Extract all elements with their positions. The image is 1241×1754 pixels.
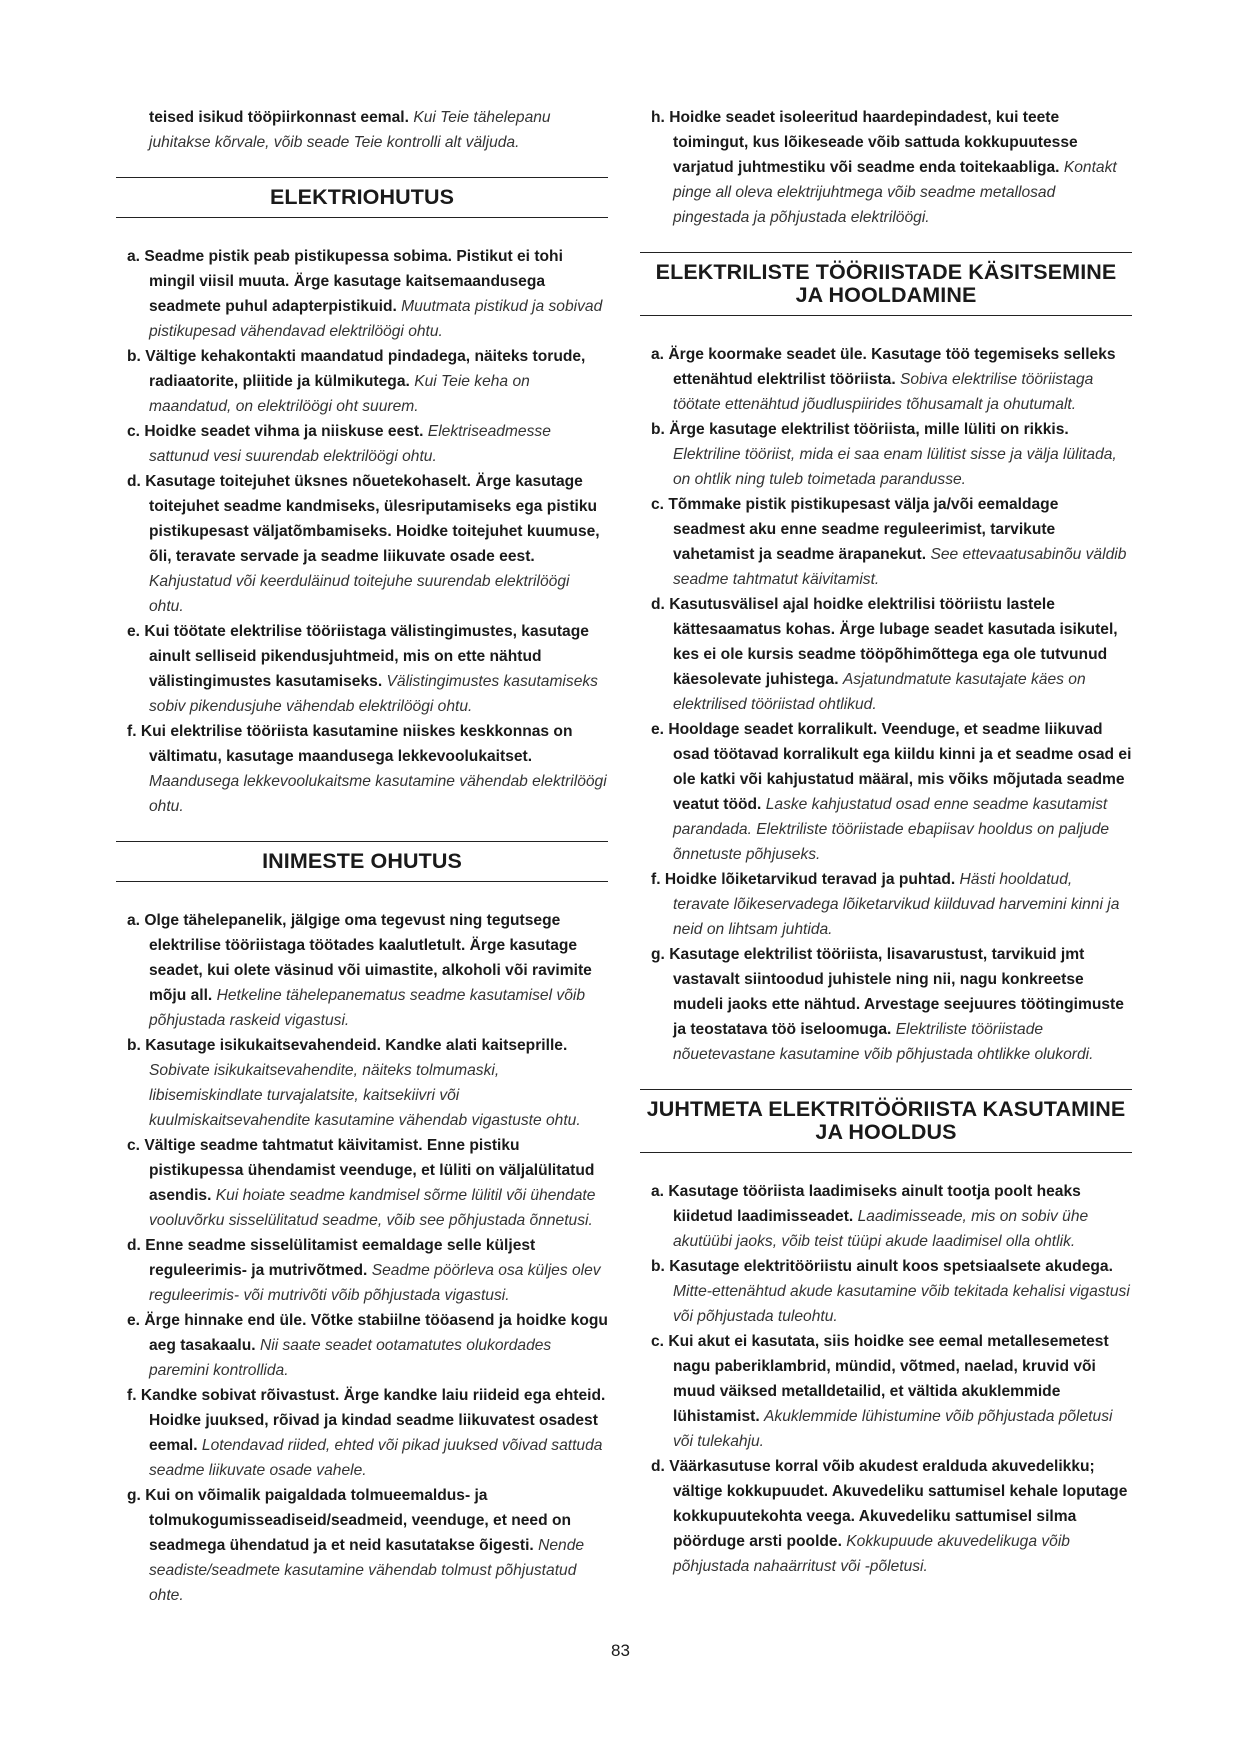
item-bold: Kasutage tööriista laadimiseks ainult tootja poolt heaks kiidetud laadimisseadet.: [668, 1183, 1081, 1225]
item-italic: Kui hoiate seadme kandmisel sõrme lülitil või ühendate vooluvõrku sisselülitatud seadme, võib see põhjustada õnnetusi.: [149, 1187, 596, 1229]
list-item: [640, 417, 1132, 492]
list-item: [640, 492, 1132, 592]
list-item: [640, 592, 1132, 717]
list-toeriistade-kasitsemine: [640, 342, 1132, 1067]
list-item: [640, 1254, 1132, 1329]
item-italic: Välistingimustes kasutamiseks sobiv pikendusjuhe vähendab elektrilöögi ohtu.: [149, 673, 598, 715]
item-bold: Kasutage elektrilist tööriista, lisavarustust, tarvikuid jmt vastavalt siintoodud juhistele ning nii, nagu konkreetse mudeli jaoks ette nähtud. Arvestage seejuures töötingimuste ja teostatava töö iseloomuga.: [669, 946, 1124, 1038]
item-letter: h.: [651, 109, 665, 126]
item-italic: Kui Teie keha on maandatud, on elektrilöögi oht suurem.: [149, 373, 530, 415]
item-bold: Ärge koormake seadet üle. Kasutage töö tegemiseks selleks ettenähtud elektrilist tööriista.: [668, 346, 1116, 388]
item-italic: Seadme pöörleva osa küljes olev reguleerimis- või mutrivõti võib põhjustada vigastusi.: [149, 1262, 601, 1304]
item-letter: b.: [651, 1258, 665, 1275]
item-italic: Maandusega lekkevoolukaitsme kasutamine vähendab elektrilöögi ohtu.: [149, 773, 607, 815]
item-letter: d.: [127, 473, 141, 490]
list-item: [116, 1233, 608, 1308]
list-item: [116, 1133, 608, 1233]
item-italic: Akuklemmide lühistumine võib põhjustada põletusi või tulekahju.: [673, 1408, 1113, 1450]
list-item: [116, 908, 608, 1033]
list-item: [116, 1383, 608, 1483]
item-italic: Elektriliste tööriistade nõuetevastane kasutamine võib põhjustada ohtlikke olukordi.: [673, 1021, 1094, 1063]
item-bold: Kui on võimalik paigaldada tolmueemaldus- ja tolmukogumisseadiseid/seadmeid, veenduge, et need on seadmega ühendatud ja et neid kasutatakse õigesti.: [145, 1487, 572, 1554]
list-inimeste-ohutus: [116, 908, 608, 1608]
item-bold: Hoidke seadet vihma ja niiskuse eest.: [144, 423, 424, 440]
item-bold: Kasutage isikukaitsevahendeid. Kandke alati kaitseprille.: [145, 1037, 568, 1054]
list-item: [640, 867, 1132, 942]
item-italic: Elektriline tööriist, mida ei saa enam lülitist sisse ja välja lülitada, on ohtlik ning tuleb toimetada parandusse.: [673, 446, 1117, 488]
item-bold: Kui töötate elektrilise tööriistaga välistingimustes, kasutage ainult selliseid pikendusjuhtmeid, mis on ette nähtud välistingimustes kasutamiseks.: [144, 623, 589, 690]
list-item: [640, 342, 1132, 417]
page-number: 83: [611, 1641, 630, 1660]
list-item: [116, 469, 608, 619]
item-italic: Nii saate seadet ootamatutes olukordades paremini kontrollida.: [149, 1337, 552, 1379]
list-item: [640, 942, 1132, 1067]
item-italic: See ettevaatusabinõu väldib seadme tahtmatut käivitamist.: [673, 546, 1127, 588]
item-letter: f.: [651, 871, 661, 888]
list-juhtmeta-toeriist: [640, 1179, 1132, 1579]
list-item: [116, 1033, 608, 1133]
item-italic: Laske kahjustatud osad enne seadme kasutamist parandada. Elektriliste tööriistade ebapiisav hooldus on paljude õnnetuste põhjuseks.: [673, 796, 1110, 863]
continuation-italic: Kui Teie tähelepanu juhitakse kõrvale, võib seade Teie kontrolli alt väljuda.: [149, 109, 551, 151]
item-letter: a.: [651, 346, 665, 363]
item-bold: Kasutage elektritööriistu ainult koos spetsiaalsete akudega.: [669, 1258, 1113, 1275]
item-letter: f.: [127, 1387, 137, 1404]
list-item: [640, 1179, 1132, 1254]
right-column: [640, 105, 1132, 1579]
item-italic: Sobivate isikukaitsevahendite, näiteks tolmumaski, libisemiskindlate turvajalatsite, kaitsekiivri või kuulmiskaitsevahendite kasutamine vähendab vigastuste ohtu.: [149, 1062, 581, 1129]
item-letter: a.: [127, 912, 141, 929]
item-italic: Kokkupuude akuvedelikuga võib põhjustada nahaärritust või -põletusi.: [673, 1533, 1070, 1575]
item-letter: b.: [127, 348, 141, 365]
item-italic: Hästi hooldatud, teravate lõikeservadega lõiketarvikud kiilduvad harvemini kinni ja neid on lihtsam juhtida.: [673, 871, 1120, 938]
item-italic: Mitte-ettenähtud akude kasutamine võib tekitada kehalisi vigastusi või põhjustada tuleohtu.: [673, 1283, 1130, 1325]
item-italic: Lotendavad riided, ehted või pikad juuksed võivad sattuda seadme liikuvate osade vahele.: [149, 1437, 603, 1479]
continuation-bold: teised isikud tööpiirkonnast eemal.: [149, 109, 409, 126]
item-bold: Kui akut ei kasutata, siis hoidke see eemal metallesemetest nagu paberiklambrid, mündid, võtmed, naelad, kruvid või muud väiksed metalldetailid, et vältida akuklemmide lühistamist.: [668, 1333, 1109, 1425]
item-italic: Hetkeline tähelepanematus seadme kasutamisel võib põhjustada raskeid vigastusi.: [149, 987, 586, 1029]
list-item: [116, 344, 608, 419]
heading-juhtmeta-toeriist: JUHTMETA ELEKTRITÖÖRIISTA KASUTAMINE JA HOOLDUS: [640, 1089, 1132, 1153]
item-letter: d.: [651, 1458, 665, 1475]
list-item: [640, 717, 1132, 867]
list-item: [640, 1454, 1132, 1579]
heading-elektriohutus: ELEKTRIOHUTUS: [116, 177, 608, 218]
heading-toeriistade-kasitsemine: ELEKTRILISTE TÖÖRIISTADE KÄSITSEMINE JA HOOLDAMINE: [640, 252, 1132, 316]
list-item: [116, 1483, 608, 1608]
list-item: [116, 1308, 608, 1383]
list-item: [116, 719, 608, 819]
item-bold: Väärkasutuse korral võib akudest eralduda akuvedelikku; vältige kokkupuudet. Akuvedeliku sattumisel kehale loputage kokkupuutekohta veega. Akuvedeliku sattumisel silma pöörduge arsti poolde.: [669, 1458, 1128, 1550]
item-letter: b.: [651, 421, 665, 438]
item-italic: Elektriseadmesse sattunud vesi suurendab elektrilöögi ohtu.: [149, 423, 551, 465]
item-letter: e.: [127, 1312, 141, 1329]
item-bold: Enne seadme sisselülitamist eemaldage selle küljest reguleerimis- ja mutrivõtmed.: [145, 1237, 536, 1279]
item-letter: e.: [651, 721, 665, 738]
item-bold: Olge tähelepanelik, jälgige oma tegevust ning tegutsege elektrilise tööriistaga töötades kaalutletult. Ärge kasutage seadet, kui olete väsinud või uimastite, alkoholi või ravimite mõju all.: [144, 912, 592, 1004]
item-italic: Asjatundmatute kasutajate käes on elektrilised tööriistad ohtlikud.: [673, 671, 1086, 713]
item-letter: c.: [651, 496, 665, 513]
item-letter: b.: [127, 1037, 141, 1054]
item-letter: d.: [651, 596, 665, 613]
item-italic: Kahjustatud või keerduläinud toitejuhe suurendab elektrilöögi ohtu.: [149, 573, 570, 615]
item-bold: Hoidke lõiketarvikud teravad ja puhtad.: [664, 871, 956, 888]
item-bold: Vältige kehakontakti maandatud pindadega, näiteks torude, radiaatorite, pliitide ja külmikutega.: [145, 348, 586, 390]
heading-inimeste-ohutus: INIMESTE OHUTUS: [116, 841, 608, 882]
item-italic: Sobiva elektrilise tööriistaga töötate ettenähtud jõudluspiirides tõhusamalt ja ohutumalt.: [673, 371, 1094, 413]
continuation-paragraph: [116, 105, 608, 155]
item-italic: Nende seadiste/seadmete kasutamine vähendab tolmust põhjustatud ohte.: [149, 1537, 585, 1604]
item-bold: Hooldage seadet korralikult. Veenduge, et seadme liikuvad osad töötavad korralikult ega kiildu kinni ja et seadme osad ei ole katki või kahjustatud määral, mis võiks mõjutada seadme veatut tööd.: [668, 721, 1132, 813]
item-letter: g.: [651, 946, 665, 963]
item-bold: Kandke sobivat rõivastust. Ärge kandke laiu riideid ega ehteid. Hoidke juuksed, rõivad ja kindad seadme liikuvatest osadest eemal.: [140, 1387, 606, 1454]
list-item-h: [640, 105, 1132, 230]
item-italic: Muutmata pistikud ja sobivad pistikupesad vähendavad elektrilöögi ohtu.: [149, 298, 603, 340]
item-italic: Laadimisseade, mis on sobiv ühe akutüübi jaoks, võib teist tüüpi akude laadimisel olla ohtlik.: [673, 1208, 1089, 1250]
item-bold: Vältige seadme tahtmatut käivitamist. Enne pistiku pistikupessa ühendamist veenduge, et lüliti on väljalülitatud asendis.: [144, 1137, 595, 1204]
item-bold: Hoidke seadet isoleeritud haardepindadest, kui teete toimingut, kus lõikeseade võib sattuda kokkupuutesse varjatud juhtmestiku või seadme enda toitekaabliga.: [669, 109, 1078, 176]
item-letter: c.: [651, 1333, 665, 1350]
item-bold: Seadme pistik peab pistikupessa sobima. Pistikut ei tohi mingil viisil muuta. Ärge kasutage kaitsemaandusega seadmete puhul adapterpistikuid.: [144, 248, 563, 315]
item-bold: Kui elektrilise tööriista kasutamine niiskes keskkonnas on vältimatu, kasutage maandusega lekkevoolukaitset.: [140, 723, 573, 765]
item-bold: Kasutusvälisel ajal hoidke elektrilisi tööriistu lastele kättesaamatus kohas. Ärge lubage seadet kasutada isikutel, kes ei ole kursis seadme tööpõhimõttega ega ole tutvunud käesolevate juhistega.: [669, 596, 1118, 688]
list-item: [116, 244, 608, 344]
item-letter: c.: [127, 1137, 141, 1154]
item-letter: f.: [127, 723, 137, 740]
item-bold: Ärge hinnake end üle. Võtke stabiilne tööasend ja hoidke kogu aeg tasakaalu.: [144, 1312, 608, 1354]
item-letter: a.: [651, 1183, 665, 1200]
list-item: [116, 619, 608, 719]
item-bold: Tõmmake pistik pistikupesast välja ja/või eemaldage seadmest aku enne seadme reguleerimist, tarvikute vahetamist ja seadme ärapanekut.: [668, 496, 1059, 563]
item-bold: Kasutage toitejuhet üksnes nõuetekohaselt. Ärge kasutage toitejuhet seadme kandmiseks, ülesriputamiseks ega pistiku pistikupesast väljatõmbamiseks. Hoidke toitejuhet kuumuse, õli, teravate servade ja seadme liikuvate osade eest.: [145, 473, 600, 565]
list-item: [640, 1329, 1132, 1454]
item-letter: c.: [127, 423, 141, 440]
item-italic: Kontakt pinge all oleva elektrijuhtmega võib seadme metallosad pingestada ja põhjustada elektrilöögi.: [673, 159, 1117, 226]
item-letter: d.: [127, 1237, 141, 1254]
list-item: [116, 419, 608, 469]
item-letter: e.: [127, 623, 141, 640]
item-bold: Ärge kasutage elektrilist tööriista, mille lüliti on rikkis.: [669, 421, 1069, 438]
left-column: [116, 105, 608, 1608]
item-letter: a.: [127, 248, 141, 265]
list-elektriohutus: [116, 244, 608, 819]
item-letter: g.: [127, 1487, 141, 1504]
